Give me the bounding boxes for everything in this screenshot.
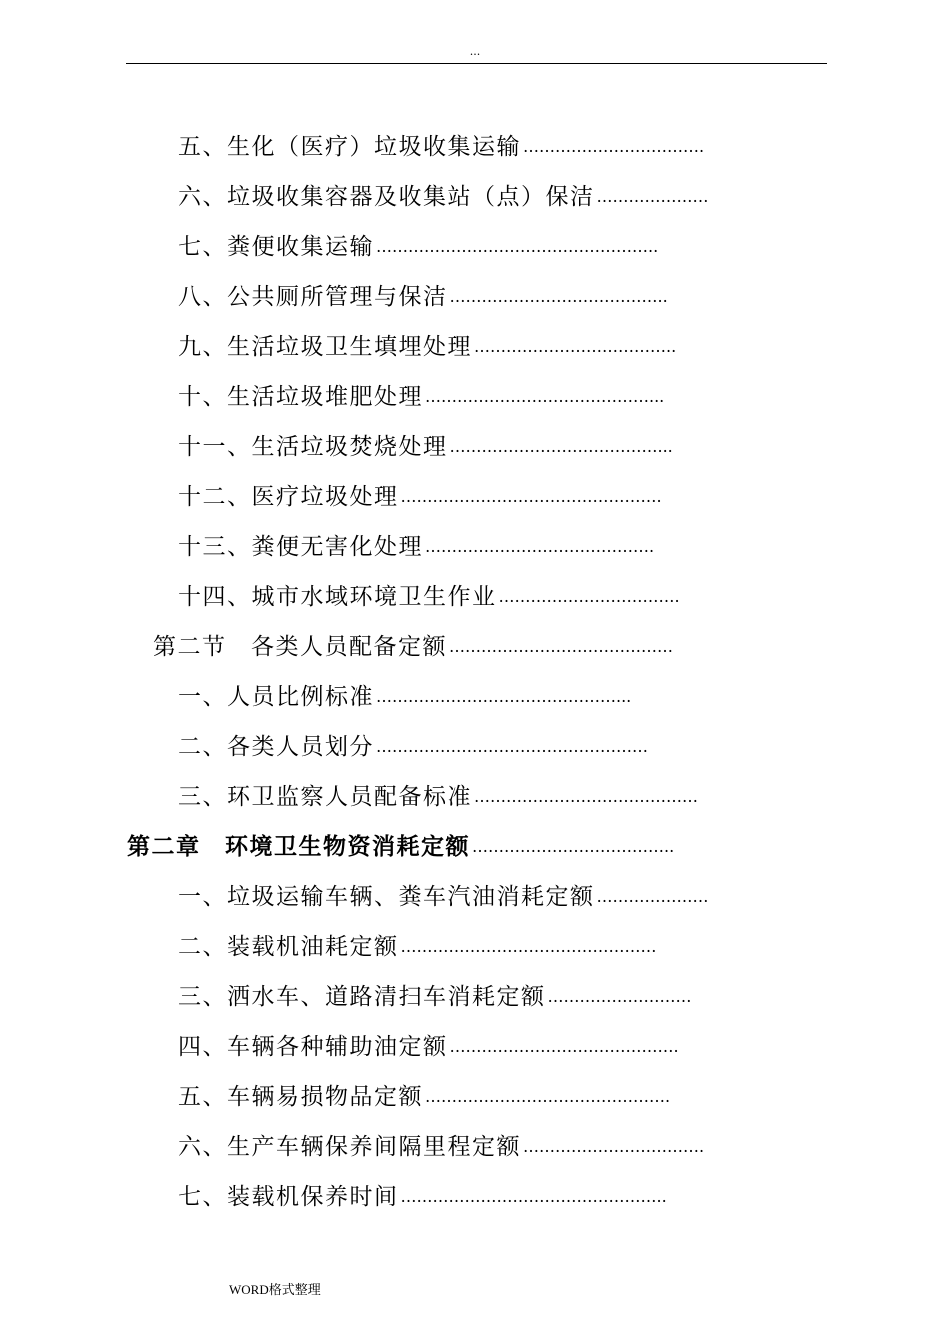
toc-leader: ……………………… [547,987,692,1006]
toc-label: 十一、生活垃圾焚烧处理 [178,434,448,460]
toc-leader: …………………………………………. [400,487,662,506]
toc-leader: …………………………………... [449,437,673,456]
toc-entry[interactable] [178,1131,764,1163]
toc-entry[interactable] [178,581,764,613]
toc-label: 一、垃圾运输车辆、粪车汽油消耗定额 [178,884,595,910]
toc-leader: ………………… [596,887,709,906]
toc-label: 九、生活垃圾卫生填埋处理 [178,334,472,360]
toc-label: 十二、医疗垃圾处理 [178,484,399,510]
toc-leader: ………………………………….. [449,287,668,306]
toc-label: 八、公共厕所管理与保洁 [178,284,448,310]
toc-leader: ………………………………………… [400,937,657,956]
toc-entry[interactable] [178,431,764,463]
toc-entry[interactable] [178,1081,764,1113]
toc-label: 七、装载机保养时间 [178,1184,399,1210]
header-rule [126,63,827,64]
toc-label: 六、生产车辆保养间隔里程定额 [178,1134,521,1160]
toc-entry[interactable] [178,281,764,313]
toc-leader: …………………………………… [449,637,673,656]
toc-entry[interactable] [178,1181,764,1213]
toc-entry[interactable] [178,481,764,513]
toc-entry[interactable] [178,731,764,763]
toc-label: 三、洒水车、道路清扫车消耗定额 [178,984,546,1010]
toc-leader: …………………………………… [474,787,698,806]
toc-label: 四、车辆各种辅助油定额 [178,1034,448,1060]
toc-leader: ……………………………………. [425,537,655,556]
toc-entry[interactable] [178,781,764,813]
toc-leader: ………………………………………….. [400,1187,667,1206]
toc-label: 二、装载机油耗定额 [178,934,399,960]
toc-entry[interactable] [178,1031,764,1063]
toc-section-entry[interactable] [153,631,764,663]
toc-label: 五、生化（医疗）垃圾收集运输 [178,134,521,160]
toc-label: 第二章 环境卫生物资消耗定额 [127,833,470,860]
toc-label: 十、生活垃圾堆肥处理 [178,384,423,410]
toc-entry[interactable] [178,231,764,263]
toc-label: 十四、城市水域环境卫生作业 [178,584,497,610]
toc-entry[interactable] [178,331,764,363]
toc-label: 一、人员比例标准 [178,684,374,710]
toc-entry[interactable] [178,381,764,413]
toc-entry[interactable] [178,681,764,713]
toc-chapter-entry[interactable] [127,831,764,863]
toc-leader: ……………………………. [523,1137,705,1156]
toc-label: 十三、粪便无害化处理 [178,534,423,560]
toc-entry[interactable] [178,881,764,913]
toc-entry[interactable] [178,131,764,163]
toc-label: 七、粪便收集运输 [178,234,374,260]
toc-leader: ………………………………………... [376,687,632,706]
toc-entry[interactable] [178,981,764,1013]
toc-leader: ……………………………………... [425,387,665,406]
toc-label: 三、环卫监察人员配备标准 [178,784,472,810]
toc-label: 五、车辆易损物品定额 [178,1084,423,1110]
toc-entry[interactable] [178,931,764,963]
toc-leader: ……………………………………. [449,1037,679,1056]
footer-text: WORD格式整理 [229,1282,321,1297]
toc-leader: ………………………………………. [425,1087,671,1106]
toc-leader: …………………………………………….. [376,237,659,256]
toc-label: 第二节 各类人员配备定额 [153,634,447,660]
toc-label: 二、各类人员划分 [178,734,374,760]
toc-leader: ……………………………….. [472,837,675,856]
toc-leader: ……………………………….. [474,337,677,356]
toc-leader: …………………………………………… [376,737,648,756]
toc-leader: ………………… [596,187,709,206]
toc-leader: ……………………………. [523,137,705,156]
header-mark: ... [469,45,481,58]
toc-entry[interactable] [178,181,764,213]
toc-label: 六、垃圾收集容器及收集站（点）保洁 [178,184,595,210]
toc-entry[interactable] [178,531,764,563]
toc-leader: ……………………………. [498,587,680,606]
